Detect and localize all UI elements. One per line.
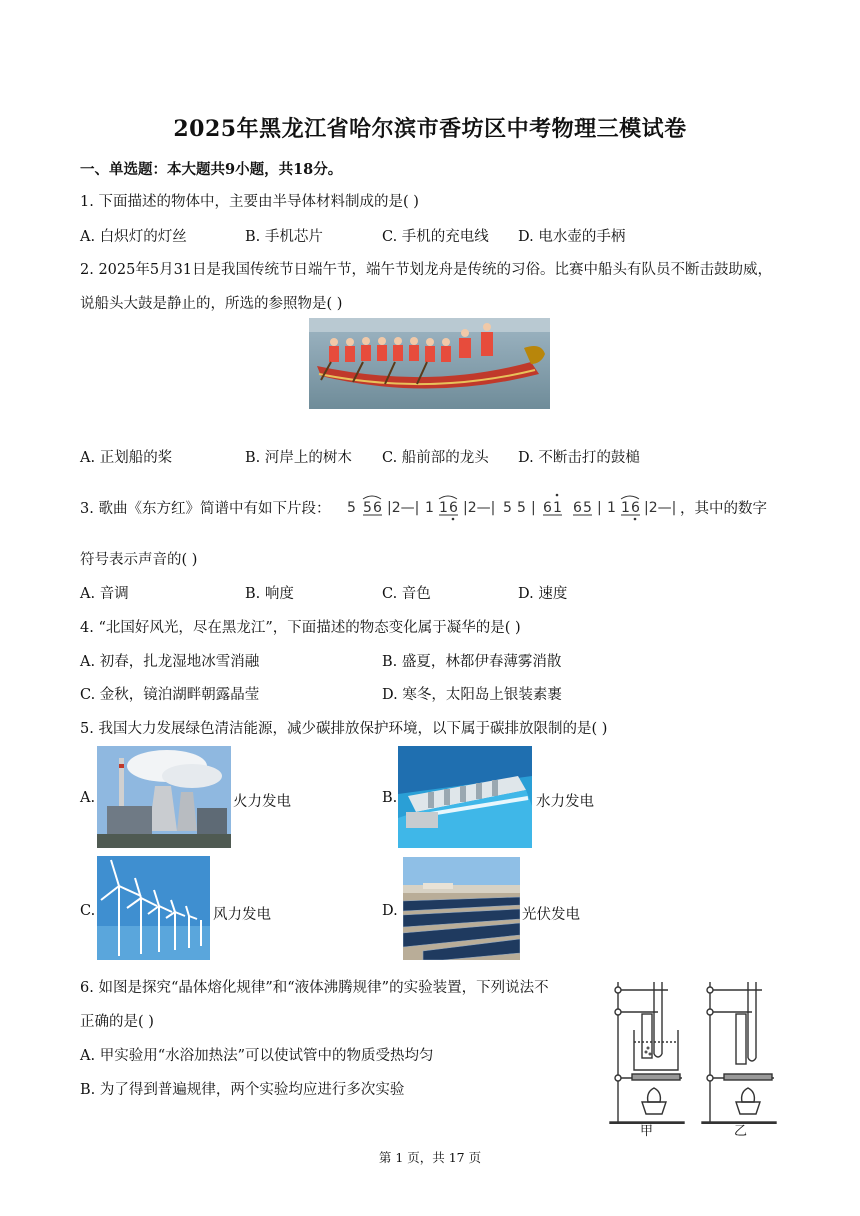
svg-text:6: 6 [373,500,382,516]
svg-text:1: 1 [553,500,562,516]
q3-option-c: C. 音色 [382,586,431,602]
svg-text:5: 5 [347,500,356,516]
svg-text:5: 5 [363,500,372,516]
section-heading: 一、单选题：本大题共9小题，共18分。 [80,161,343,178]
svg-text:6: 6 [573,500,582,516]
q5-option-d-label: 光伏发电 [522,907,580,923]
question-3-stem-prefix: 3. 歌曲《东方红》简谱中有如下片段： [80,501,331,517]
svg-text:|: | [531,500,536,516]
svg-text:6: 6 [449,500,458,516]
question-5-stem: 5. 我国大力发展绿色清洁能源，减少碳排放保护环境，以下属于碳排放限制的是( ) [80,721,608,737]
question-3-stem-suffix: ，其中的数字 [680,501,767,517]
svg-text:|2—|: |2—| [644,500,677,516]
experiment-apparatus-figure [606,974,786,1139]
q3-option-d: D. 速度 [518,586,568,602]
q4-option-b: B. 盛夏，林都伊春薄雾消散 [382,654,562,670]
page-footer: 第 1 页，共 17 页 [378,1150,482,1165]
thermal-power-photo [97,746,231,848]
solar-power-photo [403,857,520,960]
q3-option-b: B. 响度 [245,586,294,602]
q1-option-d: D. 电水壶的手柄 [518,229,626,245]
question-1-stem: 1. 下面描述的物体中，主要由半导体材料制成的是( ) [80,194,419,210]
svg-text:5: 5 [503,500,512,516]
jianpu-notation [345,490,677,522]
q5-option-c-label: 风力发电 [213,907,271,923]
question-6-stem-line2: 正确的是( ) [80,1014,154,1030]
q4-option-c: C. 金秋，镜泊湖畔朝露晶莹 [80,687,260,703]
dragon-boat-photo [309,318,550,409]
question-3-stem-line2: 符号表示声音的( ) [80,552,198,568]
svg-text:|: | [597,500,602,516]
q2-option-b: B. 河岸上的树木 [245,450,352,466]
svg-text:5: 5 [583,500,592,516]
svg-text:1: 1 [607,500,616,516]
question-6-stem-line1: 6. 如图是探究“晶体熔化规律”和“液体沸腾规律”的实验装置，下列说法不 [80,980,549,996]
svg-text:|2—|: |2—| [463,500,496,516]
page-title: 2025年黑龙江省哈尔滨市香坊区中考物理三模试卷 [173,116,687,142]
q4-option-d: D. 寒冬，太阳岛上银装素裹 [382,687,562,703]
wind-power-photo [97,856,210,960]
q1-option-a: A. 白炽灯的灯丝 [80,229,187,245]
q2-option-a: A. 正划船的桨 [80,450,173,466]
q5-option-d-letter: D. [382,903,398,919]
q5-option-c-letter: C. [80,903,96,919]
hydro-power-photo [398,746,532,848]
question-2-stem-line2: 说船头大鼓是静止的，所选的参照物是( ) [80,296,343,312]
q5-option-a-label: 火力发电 [233,794,291,810]
q1-option-b: B. 手机芯片 [245,229,323,245]
figure-label-jia: 甲 [640,1124,654,1139]
figure-label-yi: 乙 [734,1124,748,1139]
q2-option-d: D. 不断击打的鼓槌 [518,450,640,466]
q6-option-b: B. 为了得到普遍规律，两个实验均应进行多次实验 [80,1082,405,1098]
q5-option-b-label: 水力发电 [536,794,594,810]
svg-text:|2—|: |2—| [387,500,420,516]
svg-text:1: 1 [425,500,434,516]
q3-option-a: A. 音调 [80,586,129,602]
q4-option-a: A. 初春，扎龙湿地冰雪消融 [80,654,260,670]
q5-option-a-letter: A. [80,790,96,806]
q2-option-c: C. 船前部的龙头 [382,450,489,466]
q6-option-a: A. 甲实验用“水浴加热法”可以使试管中的物质受热均匀 [80,1048,434,1064]
question-2-stem-line1: 2. 2025年5月31日是我国传统节日端午节，端午节划龙舟是传统的习俗。比赛中船头有队员不断击鼓助威， [80,262,773,278]
q5-option-b-letter: B. [382,790,398,806]
q1-option-c: C. 手机的充电线 [382,229,489,245]
svg-text:1: 1 [621,500,630,516]
svg-text:6: 6 [631,500,640,516]
svg-text:6: 6 [543,500,552,516]
question-4-stem: 4. “北国好风光，尽在黑龙江”，下面描述的物态变化属于凝华的是( ) [80,620,521,636]
svg-text:5: 5 [517,500,526,516]
svg-text:1: 1 [439,500,448,516]
